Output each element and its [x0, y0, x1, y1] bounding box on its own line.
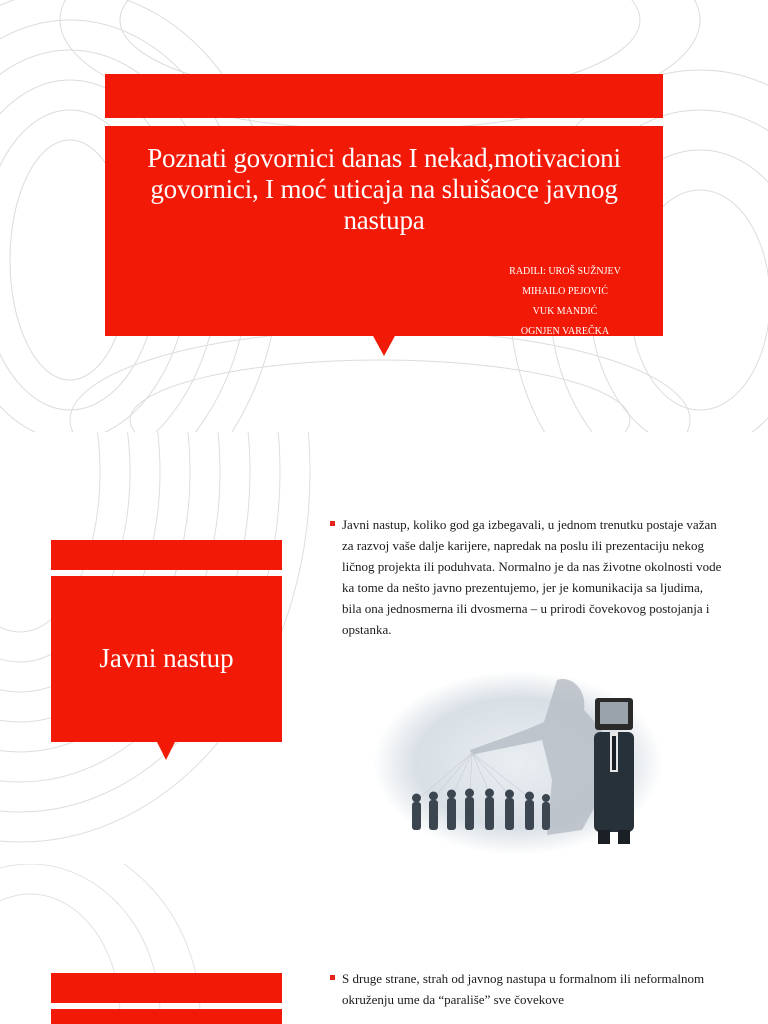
author-line: MIHAILO PEJOVIĆ	[522, 286, 608, 297]
public-speaking-illustration	[372, 670, 664, 856]
javni-nastup-slide	[0, 432, 768, 864]
bullet-square-icon	[330, 975, 335, 980]
title-top-bar	[105, 74, 663, 118]
title-box-pointer	[372, 334, 396, 356]
author-line: OGNJEN VAREČKA	[520, 326, 610, 337]
presentation-title: Poznati govornici danas I nekad,motivacioni govornici, I moć uticaja na sluišaoce javnog nastupa	[147, 143, 621, 235]
bullet-square-icon	[330, 521, 335, 526]
bullet-paragraph	[342, 514, 724, 640]
section-title-box	[51, 1009, 282, 1024]
author-line: VUK MANDIĆ	[532, 306, 598, 317]
bullet-text: Javni nastup, koliko god ga izbegavali, u jednom trenutku postaje važan za razvoj vaše dalje karijere, napredak na poslu ili prezentaciju nekog ličnog projekta ili poduhvata. Normalno je da nas životne okolnosti vode ka tome da nešto javno prezentujemo, jer je komunikacija sa ljudima, bila ona jednosmerna ili dvosmerna – u prirodi čovekovog postojanja i opstanka.	[342, 517, 722, 637]
section-box-pointer	[156, 740, 176, 760]
title-slide	[0, 0, 768, 432]
section-title: Javni nastup	[99, 643, 234, 673]
bullet-paragraph	[342, 968, 724, 1010]
section-top-bar	[51, 540, 282, 570]
authors-list	[470, 262, 660, 342]
strah-slide	[0, 864, 768, 1024]
author-line: RADILI: UROŠ SUŽNJEV	[509, 266, 621, 277]
section-top-bar	[51, 973, 282, 1003]
bullet-text: S druge strane, strah od javnog nastupa u formalnom ili neformalnom okruženju ume da “parališe” sve čovekove	[342, 971, 705, 1007]
